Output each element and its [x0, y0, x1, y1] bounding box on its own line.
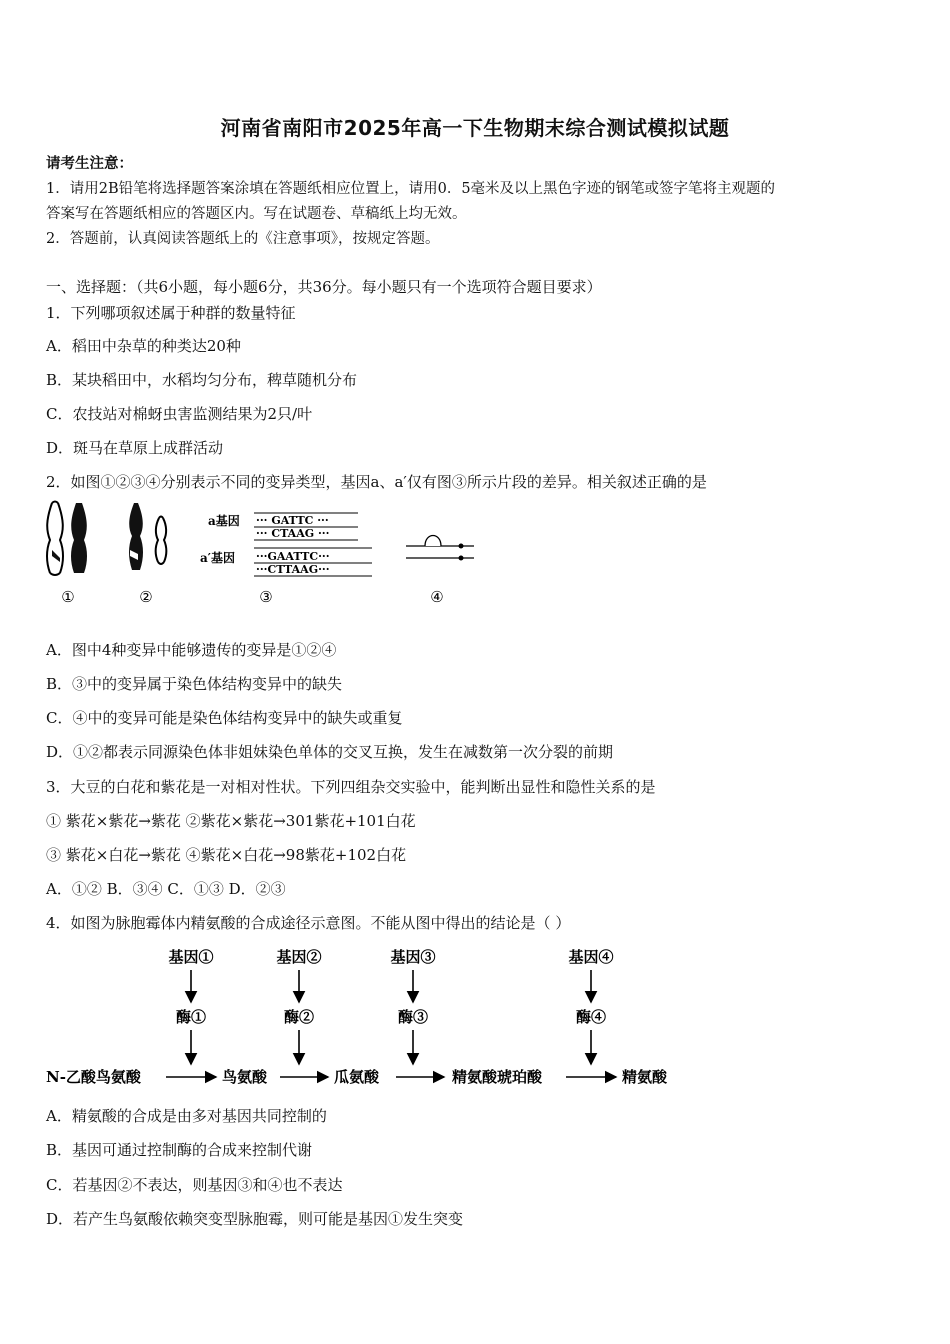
- q3-stem: 3．大豆的白花和紫花是一对相对性状。下列四组杂交实验中，能判断出显性和隐性关系的是: [46, 778, 656, 796]
- q1-option-d: D．斑马在草原上成群活动: [46, 439, 224, 457]
- notice-item-1: 1．请用2B铅笔将选择题答案涂填在答题纸相应位置上，请用0．5毫米及以上黑色字迹的钢笔或签字笔将主观题的: [46, 181, 776, 197]
- q4-option-a: A．精氨酸的合成是由多对基因共同控制的: [46, 1107, 327, 1125]
- figure-label-2: ②: [139, 588, 153, 606]
- substrate-ornithine: 鸟氨酸: [222, 1068, 268, 1086]
- substrate-citrulline: 瓜氨酸: [334, 1068, 380, 1086]
- substrate-argininosuccinate: 精氨酸琥珀酸: [452, 1068, 543, 1086]
- gene-4-label: 基因④: [568, 948, 614, 966]
- gene-a-bottom-strand: ··· CTAAG ···: [256, 527, 330, 540]
- figure-label-1: ①: [61, 588, 75, 606]
- product-arginine: 精氨酸: [622, 1068, 668, 1086]
- gene-a-prime-bottom-strand: ···CTTAAG···: [256, 563, 330, 576]
- chromosome-loop-figure: [406, 536, 474, 561]
- gene-a-prime-top-strand: ···GAATTC···: [256, 550, 330, 563]
- substrate-n-acetylornithine: N-乙酸鸟氨酸: [46, 1068, 141, 1086]
- q2-stem: 2．如图①②③④分别表示不同的变异类型，基因a、a′仅有图③所示片段的差异。相关叙述正确的是: [46, 473, 707, 491]
- q4-pathway-figure: [44, 940, 694, 1090]
- enzyme-3-label: 酶③: [397, 1008, 429, 1026]
- q3-options: A．①② B．③④ C．①③ D．②③: [46, 880, 286, 898]
- notice-heading: 请考生注意：: [46, 155, 133, 172]
- gene-a-prime-label: a′基因: [200, 551, 235, 565]
- gene-a-label: a基因: [208, 514, 240, 528]
- gene-3-label: 基因③: [390, 948, 436, 966]
- q3-cross-line-1: ① 紫花×紫花→紫花 ②紫花×紫花→301紫花+101白花: [46, 812, 416, 830]
- chromosome-pair-2-figure: [129, 503, 166, 570]
- q4-option-c: C．若基因②不表达，则基因③和④也不表达: [46, 1176, 343, 1194]
- page-title: 河南省南阳市2025年高一下生物期末综合测试模拟试题: [220, 116, 730, 140]
- q2-option-b: B．③中的变异属于染色体结构变异中的缺失: [46, 675, 343, 693]
- notice-item-2: 2．答题前，认真阅读答题纸上的《注意事项》，按规定答题。: [46, 231, 440, 247]
- gene-a-top-strand: ··· GATTC ···: [256, 514, 329, 527]
- figure-label-3: ③: [259, 588, 273, 606]
- q2-option-a: A．图中4种变异中能够遗传的变异是①②④: [46, 641, 337, 659]
- section-heading: 一、选择题：（共6小题，每小题6分，共36分。每小题只有一个选项符合题目要求）: [46, 278, 602, 296]
- q1-option-c: C．农技站对棉蚜虫害监测结果为2只/叶: [46, 405, 313, 423]
- q4-stem: 4．如图为脉胞霉体内精氨酸的合成途径示意图。不能从图中得出的结论是（ ）: [46, 914, 571, 932]
- gene-2-label: 基因②: [276, 948, 322, 966]
- q1-option-b: B．某块稻田中，水稻均匀分布，稗草随机分布: [46, 371, 358, 389]
- q2-figure: [38, 500, 488, 612]
- q2-option-c: C．④中的变异可能是染色体结构变异中的缺失或重复: [46, 709, 403, 727]
- q3-cross-line-2: ③ 紫花×白花→紫花 ④紫花×白花→98紫花+102白花: [46, 846, 407, 864]
- q1-option-a: A．稻田中杂草的种类达20种: [46, 337, 241, 355]
- enzyme-2-label: 酶②: [283, 1008, 315, 1026]
- notice-item-1-cont: 答案写在答题纸相应的答题区内。写在试题卷、草稿纸上均无效。: [46, 206, 467, 222]
- enzyme-1-label: 酶①: [175, 1008, 207, 1026]
- enzyme-4-label: 酶④: [575, 1008, 607, 1026]
- figure-label-4: ④: [430, 588, 444, 606]
- q1-stem: 1．下列哪项叙述属于种群的数量特征: [46, 304, 296, 322]
- gene-1-label: 基因①: [168, 948, 214, 966]
- q4-option-b: B．基因可通过控制酶的合成来控制代谢: [46, 1141, 313, 1159]
- q2-option-d: D．①②都表示同源染色体非姐妹染色单体的交叉互换，发生在减数第一次分裂的前期: [46, 743, 614, 761]
- q4-option-d: D．若产生鸟氨酸依赖突变型脉胞霉，则可能是基因①发生突变: [46, 1210, 464, 1228]
- chromosome-pair-1-figure: [47, 502, 87, 576]
